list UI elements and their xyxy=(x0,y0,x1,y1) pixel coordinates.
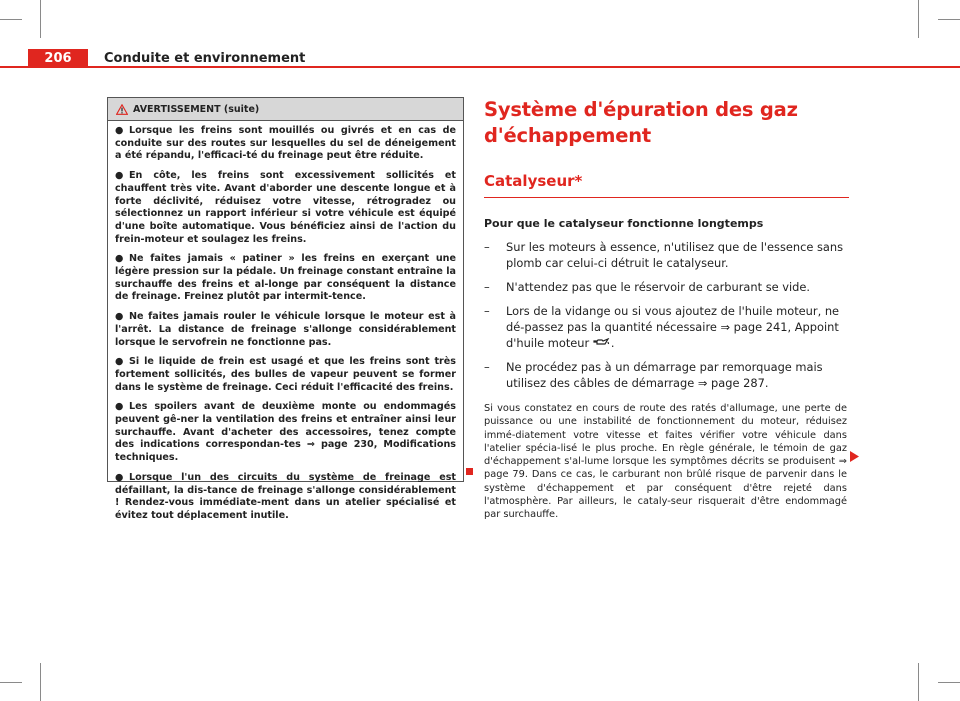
warning-item xyxy=(115,472,456,523)
dash-marker: – xyxy=(484,360,490,374)
instruction-text: Lors de la vidange ou si vous ajoutez de l'huile moteur, ne dé-passez pas la quantité nécessaire ⇒ page 241, Appoint d'huile moteur xyxy=(506,304,840,350)
section-title: Système d'épuration des gaz d'échappement xyxy=(484,98,798,147)
warning-item-text: Ne faites jamais « patiner » les freins en exerçant une légère pression sur la pédale. Un freinage constant entraîne la surchauffe des freins et al-longe par conséquent la distance de freinage. Freinez plutôt par intermit-tence. xyxy=(115,253,456,303)
intro-heading: Pour que le catalyseur fonctionne longtemps xyxy=(484,217,764,230)
crop-mark xyxy=(938,682,960,683)
dash-marker: – xyxy=(484,240,490,254)
page-number: 206 xyxy=(28,49,88,68)
warning-item-text: En côte, les freins sont excessivement sollicités et chauffent très vite. Avant d'aborder une descente longue et à forte déclivité, réduisez votre vitesse, rétrogradez ou sélectionnez un rapport inférieur si votre véhicule est équipé d'une boîte automatique. Vous bénéficiez ainsi de l'action du frein-moteur et soulagez les freins. xyxy=(115,170,456,245)
instruction-text: Ne procédez pas à un démarrage par remorquage mais utilisez des câbles de démarrage ⇒ page 287. xyxy=(506,360,823,390)
header-rule xyxy=(0,66,960,68)
running-head: Conduite et environnement xyxy=(104,51,306,66)
crop-mark xyxy=(40,663,41,701)
warning-item xyxy=(115,356,456,394)
warning-item-text: Les spoilers avant de deuxième monte ou endommagés peuvent gê-ner la ventilation des freins et entraîner ainsi leur surchauffe. Avant d'acheter des accessoires, tenez compte des indications correspondan-tes ⇒ page 230, Modifications techniques. xyxy=(115,401,456,464)
warning-item-text: Lorsque les freins sont mouillés ou givrés et en cas de conduite sur des routes sur lesquelles du sel de déneigement a été répandu, l'efficaci-té du freinage peut être réduite. xyxy=(115,125,456,162)
crop-mark xyxy=(40,0,41,38)
dash-marker: – xyxy=(484,280,490,294)
body-paragraph: Si vous constatez en cours de route des ratés d'allumage, une perte de puissance ou une instabilité de fonctionnement du moteur, réduisez immé-diatement votre vitesse et faites vérifier votre véhicule dans l'atelier spécia-lisé le plus proche. En règle générale, le témoin de gaz d'échappement s'al-lume lorsque les symptômes décrits se produisent ⇒ page 79. Dans ce cas, le carburant non brûlé risque de parvenir dans le système d'échappement et par conséquent d'être rejeté dans l'atmosphère. Par ailleurs, le cataly-seur risquerait d'être endommagé par surchauffe. xyxy=(484,403,847,521)
crop-mark xyxy=(0,682,22,683)
warning-box xyxy=(107,97,464,521)
warning-triangle-icon xyxy=(116,104,128,115)
continue-arrow-icon xyxy=(850,451,859,462)
end-of-section-mark xyxy=(466,468,473,475)
crop-mark xyxy=(938,19,960,20)
crop-mark xyxy=(0,19,22,20)
instruction-item xyxy=(484,239,849,271)
crop-mark xyxy=(918,663,919,701)
dash-marker: – xyxy=(484,304,490,318)
instruction-list xyxy=(484,239,849,391)
bullet-icon: ● xyxy=(115,253,124,265)
oil-can-icon xyxy=(593,338,611,347)
warning-item-text: Si le liquide de frein est usagé et que les freins sont très fortement sollicités, des bulles de vapeur peuvent se former dans le système de freinage. Ceci réduit l'efficacité des freins. xyxy=(115,356,456,393)
warning-item xyxy=(115,125,456,163)
bullet-icon: ● xyxy=(115,356,124,368)
warning-item-text: Lorsque l'un des circuits du système de freinage est défaillant, la dis-tance de freinage s'allonge considérablement ! Rendez-vous immédiate-ment dans un atelier spécialisé et évitez tout déplacement inutile. xyxy=(115,471,456,521)
crop-mark xyxy=(918,0,919,38)
warning-item xyxy=(115,170,456,246)
bullet-icon: ● xyxy=(115,401,124,413)
instruction-text: Sur les moteurs à essence, n'utilisez que de l'essence sans plomb car celui-ci détruit le catalyseur. xyxy=(506,240,844,270)
instruction-item xyxy=(484,359,849,391)
instruction-item xyxy=(484,303,849,351)
sentence-period: . xyxy=(610,336,615,350)
bullet-icon: ● xyxy=(115,125,124,136)
bullet-icon: ● xyxy=(115,311,124,323)
warning-item xyxy=(115,311,456,349)
bullet-icon: ● xyxy=(115,170,124,182)
warning-header xyxy=(108,98,463,121)
bullet-icon: ● xyxy=(115,471,124,483)
warning-item xyxy=(115,253,456,304)
subsection-title: Catalyseur* xyxy=(484,171,849,198)
warning-item xyxy=(115,401,456,465)
instruction-text: N'attendez pas que le réservoir de carburant se vide. xyxy=(506,280,811,294)
warning-list xyxy=(108,121,463,523)
warning-title: AVERTISSEMENT (suite) xyxy=(133,103,260,115)
warning-item-text: Ne faites jamais rouler le véhicule lorsque le moteur est à l'arrêt. La distance de freinage s'allonge considérablement lorsque le servofrein ne fonctionne pas. xyxy=(115,311,456,348)
main-column xyxy=(484,97,849,522)
instruction-item xyxy=(484,279,849,295)
